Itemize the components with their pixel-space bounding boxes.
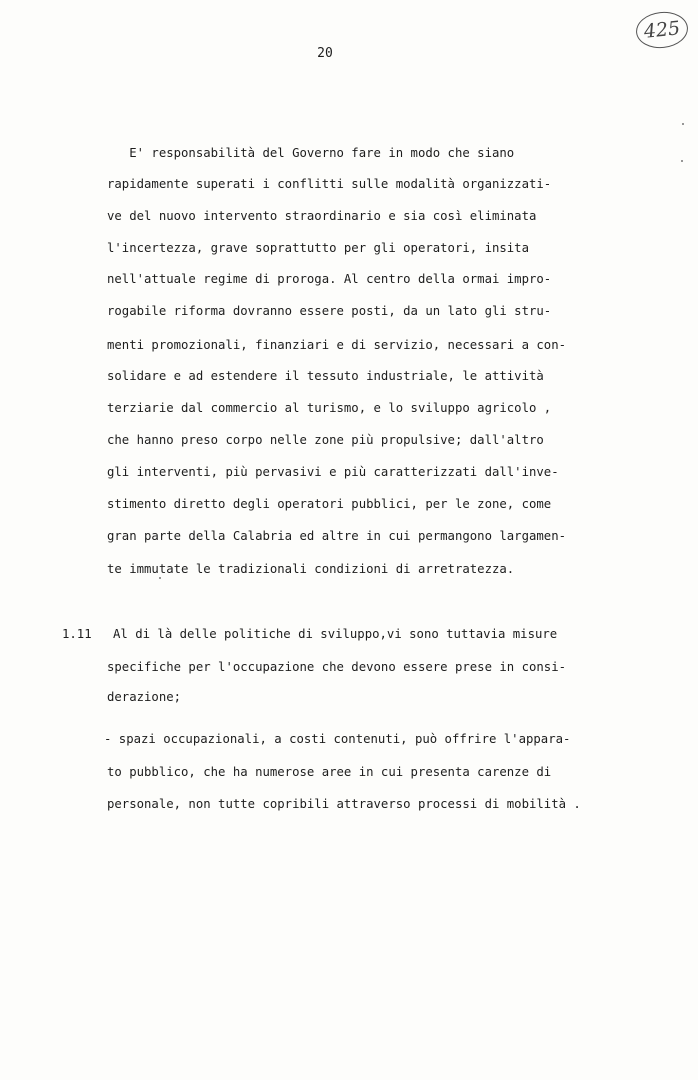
paragraph-line: che hanno preso corpo nelle zone più propulsive; dall'altro — [107, 433, 544, 447]
paragraph-line: ve del nuovo intervento straordinario e sia così eliminata — [107, 209, 537, 223]
paragraph-line: gli interventi, più pervasivi e più caratterizzati dall'inve- — [107, 465, 559, 479]
section-number: 1.11 — [62, 627, 92, 641]
section-line: specifiche per l'occupazione che devono essere prese in consi- — [107, 660, 567, 674]
paragraph-line: rapidamente superati i conflitti sulle modalità organizzati- — [107, 177, 552, 191]
paragraph-line: terziarie dal commercio al turismo, e lo sviluppo agricolo , — [107, 401, 552, 415]
scan-speck — [681, 160, 683, 162]
bullet-line: - spazi occupazionali, a costi contenuti, può offrire l'appara- — [104, 732, 571, 746]
page-number: 20 — [317, 46, 333, 61]
paragraph-line: menti promozionali, finanziari e di servizio, necessari a con- — [107, 338, 567, 352]
paragraph-line: nell'attuale regime di proroga. Al centro della ormai impro- — [107, 272, 552, 286]
paragraph-line: solidare e ad estendere il tessuto industriale, le attività — [107, 369, 544, 383]
paragraph-line: stimento diretto degli operatori pubblici, per le zone, come — [107, 497, 552, 511]
scan-speck — [159, 577, 161, 579]
paragraph-line: E' responsabilità del Governo fare in modo che siano — [107, 146, 515, 160]
paragraph-line: te immutate le tradizionali condizioni di arretratezza. — [107, 562, 515, 576]
paragraph-line: gran parte della Calabria ed altre in cui permangono largamen- — [107, 529, 567, 543]
bullet-line: personale, non tutte copribili attraverso processi di mobilità . — [107, 797, 581, 811]
paragraph-line: rogabile riforma dovranno essere posti, da un lato gli stru- — [107, 304, 552, 318]
handwritten-folio-mark: 425 — [634, 9, 689, 50]
scan-speck — [682, 123, 684, 125]
bullet-line: to pubblico, che ha numerose aree in cui presenta carenze di — [107, 765, 552, 779]
paragraph-line: l'incertezza, grave soprattutto per gli operatori, insita — [107, 241, 529, 255]
section-line: Al di là delle politiche di sviluppo,vi sono tuttavia misure — [113, 627, 558, 641]
section-line: derazione; — [107, 690, 182, 704]
